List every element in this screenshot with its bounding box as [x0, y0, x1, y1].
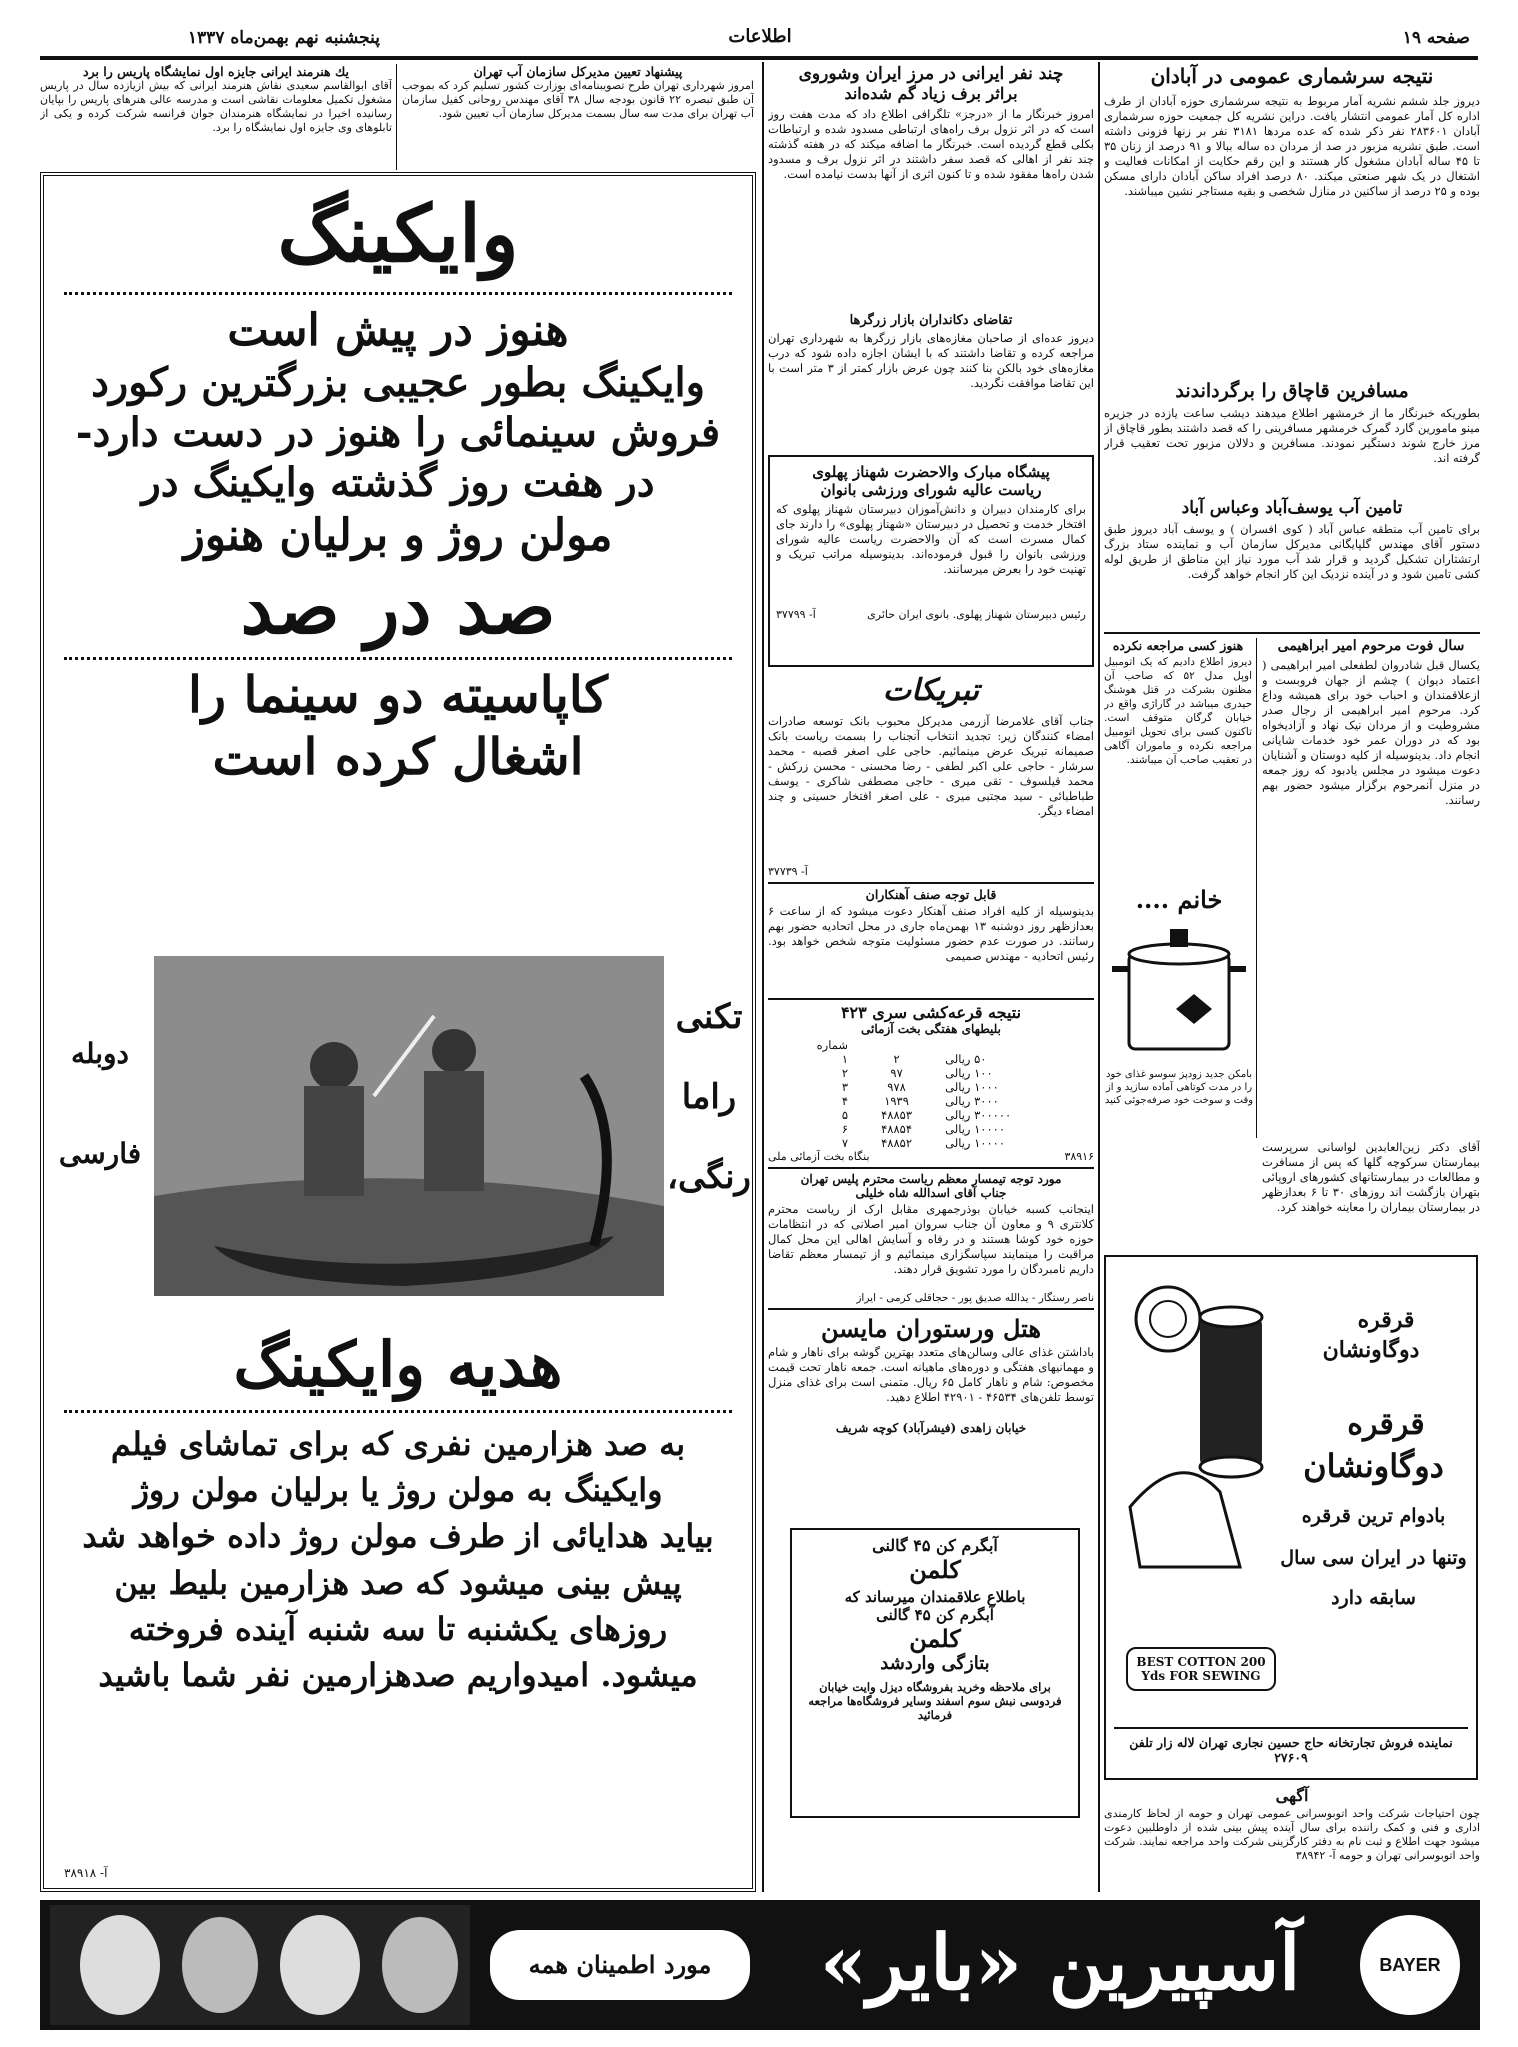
viking-ship-image — [154, 956, 664, 1296]
faces-illustration — [50, 1905, 470, 2025]
viking-ship-illustration — [154, 956, 664, 1296]
lottery-cell-prize: ۳۰۰۰۰۰ ریالی — [945, 1108, 1012, 1122]
column-divider — [762, 62, 764, 1892]
water-org-body: امروز شهرداری تهران طرح تصویبنامه‌ای بوزارت کشور تسلیم کرد که بموجب آن طبق تبصره ۲۲ قانون بودجه سال ۳۸ آقای مهندس روحانی کفیل سازمان آب تهران برای مدت سه سال بسمت مدیرکل سازمان آب تعیین شود. — [402, 79, 754, 120]
car-notice-headline: هنوز کسی مراجعه نکرده — [1112, 638, 1244, 653]
coleman-ad — [790, 1528, 1080, 1818]
viking-line-4: در هفت روز گذشته وایکینگ در — [141, 458, 655, 506]
lottery-cell-row: ۱ — [841, 1052, 849, 1066]
car-notice-body: دیروز اطلاع دادیم که یک اتومبیل اوپل مدل ۵۲ که صاحب آن مظنون بشرکت در قتل هوشنگ حیدری میباشد در گاراژی واقع در خیابان گرگان متوقف است. تاکنون کسی برای تحویل اتومبیل مراجعه نکرده و ماموران آگاهی در تعقیب صاحب آن میباشند. — [1104, 656, 1252, 766]
coleman-brand: کلمن — [909, 1555, 961, 1584]
viking-side-r2: راما — [681, 1077, 737, 1117]
newspaper-name: اطلاعات — [728, 26, 792, 47]
water-org-item — [402, 64, 754, 170]
viking-line-2: وایکینگ بطور عجیبی بزرگترین رکورد — [91, 358, 705, 406]
anniversary-body: یکسال قبل شادروان لطفعلی امیر ابراهیمی ( اعتماد دیوان ) چشم از جهان فروبست و ازعلاقمندان و احباب خود برای همیشه وداع کرد. مرحوم امیر ابراهیمی از رجال صدر مشروطیت و از مردان نیک نهاد و آزادیخواه بود که در دوران عمر خود خدمات شایانی انجام داد. بدینوسیله از کلیه دوستان و آشنایان دعوت میشود در مجلس یادبود که روز جمعه در منزل آنمرحوم برگزار میشود حضور بهم رسانند. — [1262, 658, 1480, 807]
coleman-line-1: باطلاع علاقمندان میرساند که — [844, 1588, 1026, 1606]
lottery-footer: بنگاه بخت آزمائی ملی — [768, 1150, 870, 1163]
lottery-row — [768, 1052, 1094, 1066]
thread-brand-big: قرقره — [1347, 1407, 1425, 1442]
lottery-subtitle: بلیطهای هفتگی بخت آزمائی — [861, 1022, 1001, 1036]
car-notice — [1104, 638, 1252, 878]
thread-slogan-3: سابقه دارد — [1331, 1587, 1416, 1609]
column-divider — [1256, 638, 1257, 1138]
police-headline: مورد توجه تیمسار معظم ریاست محترم پلیس تهران — [800, 1172, 1062, 1186]
water-headline: تامین آب یوسف‌آباد وعباس آباد — [1181, 498, 1403, 518]
border-headline: چند نفر ایرانی در مرز ایران وشوروی — [798, 64, 1064, 84]
border-headline-2: براثر برف زیاد گم شده‌اند — [844, 84, 1018, 103]
census-headline: نتیجه سرشماری عمومی در آبادان — [1150, 64, 1434, 88]
artist-item — [40, 64, 392, 170]
water-org-headline: پیشنهاد تعیین مدیرکل سازمان آب تهران — [473, 64, 683, 79]
thread-brand-small-2: دوگاونشان — [1322, 1337, 1420, 1363]
viking-gift-4: پیش بینی میشود که صد هزارمین بلیط بین — [114, 1563, 682, 1602]
viking-line-1: هنوز در پیش است — [227, 304, 569, 356]
aspirin-brand: آسپیرین «بایر» — [819, 1918, 1301, 2007]
viking-gift-3: بیاید هدایائی از طرف مولن روژ داده خواهد شد — [82, 1517, 714, 1556]
thread-slogan-1: بادوام ترین قرقره — [1301, 1505, 1446, 1527]
lottery-row — [768, 1108, 1094, 1122]
pressure-cooker-icon — [1104, 914, 1254, 1064]
viking-line-7: کاپاسیته دو سینما را — [188, 664, 608, 724]
anniversary-notice — [1262, 638, 1480, 1138]
column-divider — [1098, 62, 1100, 1892]
page-number: صفحه ۱۹ — [1402, 28, 1470, 48]
viking-line-6: صد در صد — [240, 564, 556, 650]
masthead-rule — [40, 56, 1478, 60]
water-body: برای تامین آب منطقه عباس آباد ( کوی افسران ) و یوسف آباد دیروز طبق دستور آقای مهندس گلپایگانی مدیرکل سازمان آب و نماینده ستاد بزرگ ارتشتاران تشکیل گردید و قرار شد آب مورد نیاز این مناطق از طریق لوله کشی تامین شود و در آینده نزدیک این کار انجام خواهد گرفت. — [1104, 522, 1480, 581]
right-column-top — [1104, 64, 1480, 634]
thread-ad — [1104, 1255, 1478, 1780]
viking-side-l2: فارسی — [58, 1137, 142, 1170]
coleman-footer: برای ملاحظه وخرید بفروشگاه دیزل وایت خیابان فردوسی نبش سوم اسفند وسایر فروشگاه‌ها مراجعه فرمائید — [808, 1680, 1062, 1722]
shahnaz-headline: پیشگاه مبارک والاحضرت شهناز پهلوی — [812, 463, 1050, 481]
cooker-ad-caption: بامکن جدید زودپز سوسو غذای خود را در مدت کوتاهی آماده سازید و از وقت و سوخت خود صرفه‌جوئی کنید — [1104, 1069, 1254, 1106]
viking-gift-title: هدیه وایکینگ — [233, 1328, 563, 1401]
lottery-cell-num: ۹۷۸ — [887, 1080, 906, 1094]
lottery-cell-num: ۲ — [893, 1052, 900, 1066]
lottery-cell-num: ۹۷ — [890, 1066, 903, 1080]
viking-gift-6: میشود. امیدواریم صدهزارمین نفر شما باشید — [98, 1656, 698, 1695]
lottery-row — [768, 1136, 1094, 1150]
lottery-footer-row — [768, 1150, 1094, 1163]
market-body: دیروز عده‌ای از صاحبان مغازه‌های بازار زرگرها به شهرداری تهران مراجعه کرده و تقاضا داشتند که با ایشان اجازه داده شود که درب مغازه‌های خود بالکن بنا کنند چون عرض بازار کمتر از ۳ متر است با این تقاضا موافقت نگردید. — [768, 331, 1094, 390]
viking-side-r1: تکنی — [675, 997, 743, 1037]
lottery-cell-row: ۲ — [841, 1066, 849, 1080]
lottery-cell-row: ۴ — [841, 1094, 849, 1108]
lottery-cell-num: ۱۹۳۹ — [884, 1094, 909, 1108]
doctor-body: آقای دکتر زین‌العابدین لواسانی سرپرست بیمارستان سرکوچه گلها که پس از مسافرت و مطالعات در بیمارستانهای کشورهای اروپائی بتهران بازگشت اند روزهای ۳۰ تا ۶ بعدازظهر در بیمارستان بیماران را معاینه خواهند کرد. — [1262, 1140, 1480, 1214]
shahnaz-box — [768, 455, 1094, 667]
cooker-ad-title: خانم .... — [1135, 885, 1223, 914]
police-headline-2: جناب آقای اسدالله شاه خلیلی — [855, 1186, 1007, 1200]
lottery-cell-prize: ۱۰۰۰۰ ریالی — [945, 1122, 1006, 1136]
lottery-cell-row: ۳ — [841, 1080, 849, 1094]
census-body: دیروز جلد ششم نشریه آمار مربوط به نتیجه سرشماری حوزه آبادان از طرف اداره کل آمار عمومی انتشار یافت. دراین نشریه کل جمعیت حوزه سرشماری آبادان ۲۸۳۶۰۱ نفر ذکر شده که عده مردها ۳۱۸۱ نفر بر زنها فزونی داشته است. طبق نشریه مزبور در صد از مردان ده ساله ببالا و ۹۱ درصد از زنان ۳۵ تا ۴۵ ساله آبادان مشغول کار هستند و این رقم حکایت از امکانات فعالیت و اشتغال در یک شهر صنعتی میکند. ۸۰ درصد افراد ساکن آبادان دارای مسکن بوده و ۲۵ درصد از ساکنین در منازل شخصی و بقیه مستاجر نشین میباشند. — [1104, 94, 1480, 198]
lottery-row — [768, 1066, 1094, 1080]
police-signatures: ناصر رستگار - یدالله صدیق پور - حجاقلی کرمی - ایراز — [856, 1292, 1094, 1304]
lottery-cell-num: ۴۸۸۵۲ — [881, 1136, 913, 1150]
shahnaz-headline-2: ریاست عالیه شورای ورزشی بانوان — [820, 481, 1042, 499]
lottery-row — [768, 1122, 1094, 1136]
thread-slogan-2: وتنها در ایران سی سال — [1280, 1547, 1467, 1569]
lottery-cell-prize: ۱۰۰ ریالی — [945, 1066, 993, 1080]
shahnaz-signature: رئیس دبیرستان شهناز پهلوی. بانوی ایران حائری — [867, 608, 1086, 621]
lottery-cell-num: ۴۸۸۵۳ — [881, 1108, 913, 1122]
thread-spool-icon — [1120, 1277, 1270, 1577]
market-headline: تقاضای دکانداران بازار زرگرها — [849, 313, 1013, 328]
coleman-new: بتازگی واردشد — [880, 1653, 990, 1674]
lottery-row — [768, 1080, 1094, 1094]
tabrikat-code: آ- ۳۷۷۳۹ — [768, 865, 808, 878]
issue-date: پنجشنبه نهم بهمن‌ماه ۱۳۳۷ — [187, 28, 380, 48]
tabrikat-body: جناب آقای غلامرضا آزرمی مدیرکل محبوب بانک توسعه صادرات امضاء کنندگان زیر: تجدید انتخاب آنجناب را بسمت ریاست بانک صمیمانه تبریک عرض مینمائیم. حاجی علی اصغر قصبه - محمد سرشار - حاجی علی اکبر لطفی - رضا محسنی - محسن زرکش - محمد قیلسوف - تقی میری - حاجی مصطفی شاکری - یوسف طباطبائی - سید مجتبی میری - علی اصغر افتخار حسینی و چند امضاء دیگر. — [768, 714, 1094, 818]
lottery-headline: نتیجه قرعه‌کشی سری ۴۲۳ — [840, 1003, 1022, 1022]
passengers-body: بطوریکه خبرنگار ما از خرمشهر اطلاع میدهند دیشب ساعت یازده در جزیره مینو مامورین گارد گمرک خرمشهر مسافرینی را که قصد داشتند بطور قاچاق از مرز خارج شوند دستگیر نمودند. مسافرین و دلالان مزبور تحت تعقیب قرار گرفته اند. — [1104, 406, 1480, 465]
lottery-cell-row: ۷ — [841, 1136, 849, 1150]
section-rule — [1104, 632, 1480, 634]
bus-notice-headline: آگهی — [1275, 1786, 1309, 1805]
lottery-cell-prize: ۳۰۰۰ ریالی — [945, 1094, 999, 1108]
lottery-cell-prize: ۱۰۰۰۰ ریالی — [945, 1136, 1006, 1150]
anniversary-headline: سال فوت مرحوم امیر ابراهیمی — [1277, 638, 1465, 654]
column-divider — [396, 64, 397, 170]
cooker-ad — [1104, 885, 1254, 1135]
police-body: اینجانب کسبه خیابان بوذرجمهری مقابل ارک از ریاست محترم کلانتری ۹ و معاون آن جناب سروان امیر اصلانی که در انتظامات حوزه خود کوشا هستند و در رفاه و آسایش اهالی این محل کمال مراقبت را مینمایند سپاسگزاری مینمائیم و از تیمسار معظم تقاضا داریم نامبردگان را مورد تشویق قرار دهند. — [768, 1202, 1094, 1276]
shahnaz-code: آ- ۳۷۷۹۹ — [776, 608, 816, 621]
thread-brand-small: قرقره — [1357, 1307, 1415, 1333]
viking-gift-5: روزهای یکشنبه تا سه شنبه آینده فروخته — [128, 1610, 668, 1649]
viking-gift-1: به صد هزارمین نفری که برای تماشای فیلم — [110, 1424, 686, 1463]
bayer-logo: BAYER — [1360, 1915, 1460, 2015]
viking-line-5: مولن روژ و برلیان هنوز — [183, 509, 613, 561]
hotel-body: باداشتن غذای عالی وسالن‌های متعدد بهترین گوشه برای ناهار و شام و مهمانیهای هفتگی و دوره‌های ماهیانه است. جمعه ناهار تحت قیمت مخصوص: شام و ناهار کامل ۶۵ ریال. متمنی است برای غذای منزل توسط تلفن‌های ۴۶۵۳۴ - ۴۲۹۰۱ اطلاع دهید. — [768, 1345, 1094, 1404]
bus-company-notice — [1104, 1786, 1480, 1891]
viking-side-r3: رنگی، — [667, 1157, 751, 1197]
lottery-row — [768, 1094, 1094, 1108]
artist-headline: یك هنرمند ایرانی جایزه اول نمایشگاه پاریس را برد — [83, 64, 349, 79]
lottery-col-header: شماره — [816, 1038, 849, 1052]
coleman-brand-2: کلمن — [909, 1624, 961, 1653]
passengers-headline: مسافرین قاچاق را برگرداندند — [1175, 380, 1409, 402]
bus-notice-body: چون احتیاجات شرکت واحد اتوبوسرانی عمومی تهران و حومه از لحاظ کارمندی اداری و فنی و کمک راننده برای سال آینده پیش بینی شده از داوطلبین دعوت میشود جهت اطلاع و ثبت نام به دفتر کارگزینی شرکت واحد مراجعه نمایند. شرکت واحد اتوبوسرانی تهران و حومه آ- ۳۸۹۴۲ — [1104, 1807, 1480, 1862]
viking-line-8: اشغال کرده است — [212, 727, 584, 786]
lottery-cell-num: ۴۸۸۵۴ — [881, 1122, 913, 1136]
border-body: امروز خبرنگار ما از «درجز» تلگرافی اطلاع داد که مدت هفت روز است که در اثر نزول برف راه‌های ارتباطی مسدود شده و ارتباطات بکلی قطع گردیده است. خبرنگار ما اضافه میکند که در هفته گذشته چند نفر از اهالی که قصد سفر داشتند در اثر نزول برف و مسدود شدن راه‌ها مفقود شده و تا کنون اثری از آنها بدست نیامده است. — [768, 107, 1094, 181]
lottery-cell-row: ۵ — [841, 1108, 849, 1122]
artist-body: آقای ابوالقاسم سعیدی نقاش هنرمند ایرانی که بیش ازیازده سال در پاریس مشغول تکمیل معلومات نقاشی است و مدرسه عالی هنرهای پاریس را بپایان رسانیده اخیرا در نمایشگاه هنرمندان جوان فرانسه شرکت کرده و یکی از تابلوهای وی جایزه اول نمایشگاه را برد. — [40, 79, 392, 134]
lottery-cell-row: ۶ — [841, 1122, 849, 1136]
left-top-news — [40, 64, 756, 170]
viking-line-3: فروش سینمائی را هنوز در دست دارد- — [75, 408, 721, 456]
viking-ad — [40, 172, 756, 1892]
hotel-address: خیابان زاهدی (فیشرآباد) کوچه شریف — [835, 1421, 1027, 1435]
hotel-headline: هتل ورستوران مایسن — [820, 1314, 1042, 1343]
lottery-table — [768, 1038, 1094, 1150]
shahnaz-body: برای کارمندان دبیران و دانش‌آموزان دبیرستان شهناز پهلوی که افتخار خدمت و تحصیل در دبیرستان «شهناز پهلوی» را دارند جای کمال مسرت است که آن والاحضرت ریاست عالیه شورای ورزشی بانوان را قبول فرموده‌اند. بدینوسیله مراتب تبریک و تهنیت خود را بعرض میرسانند. — [776, 502, 1086, 576]
viking-gift-2: وایکینگ به مولن روژ یا برلیان مولن روژ — [133, 1470, 663, 1509]
thread-dealer: نماینده فروش تجارتخانه حاج حسین نجاری تهران لاله زار تلفن ۲۷۶۰۹ — [1114, 1727, 1468, 1765]
viking-code: آ- ۳۸۹۱۸ — [64, 1866, 108, 1880]
lottery-code: ۳۸۹۱۶ — [1064, 1150, 1094, 1163]
aspirin-slogan: مورد اطمینان همه — [490, 1930, 750, 2000]
viking-title: وایکینگ — [277, 189, 519, 280]
lottery-cell-prize: ۱۰۰۰ ریالی — [945, 1080, 999, 1094]
coleman-line-2: آبگرم کن ۴۵ گالنی — [876, 1606, 994, 1624]
tabrikat-headline: تبریکات — [882, 673, 980, 708]
thread-brand-big-2: دوگاونشان — [1303, 1447, 1444, 1485]
viking-side-l1: دوبله — [70, 1037, 130, 1070]
lottery-cell-prize: ۵۰ ریالی — [945, 1052, 987, 1066]
thread-label: BEST COTTON 200 Yds FOR SEWING — [1126, 1647, 1276, 1691]
blacksmith-headline: قابل توجه صنف آهنکاران — [865, 887, 997, 902]
coleman-headline: آبگرم کن ۴۵ گالنی — [872, 1536, 998, 1555]
blacksmith-body: بدینوسیله از کلیه افراد صنف آهنکار دعوت میشود که از ساعت ۶ بعدازظهر روز دوشنبه ۱۳ بهمن‌ماه جاری در محل اتحادیه حضور بهم رسانند. در صورت عدم حضور مسئولیت متوجه شخص خواهد بود. رئیس اتحادیه - مهندس صمیمی — [768, 904, 1094, 963]
aspirin-banner — [40, 1900, 1480, 2030]
doctor-notice — [1262, 1140, 1480, 1250]
